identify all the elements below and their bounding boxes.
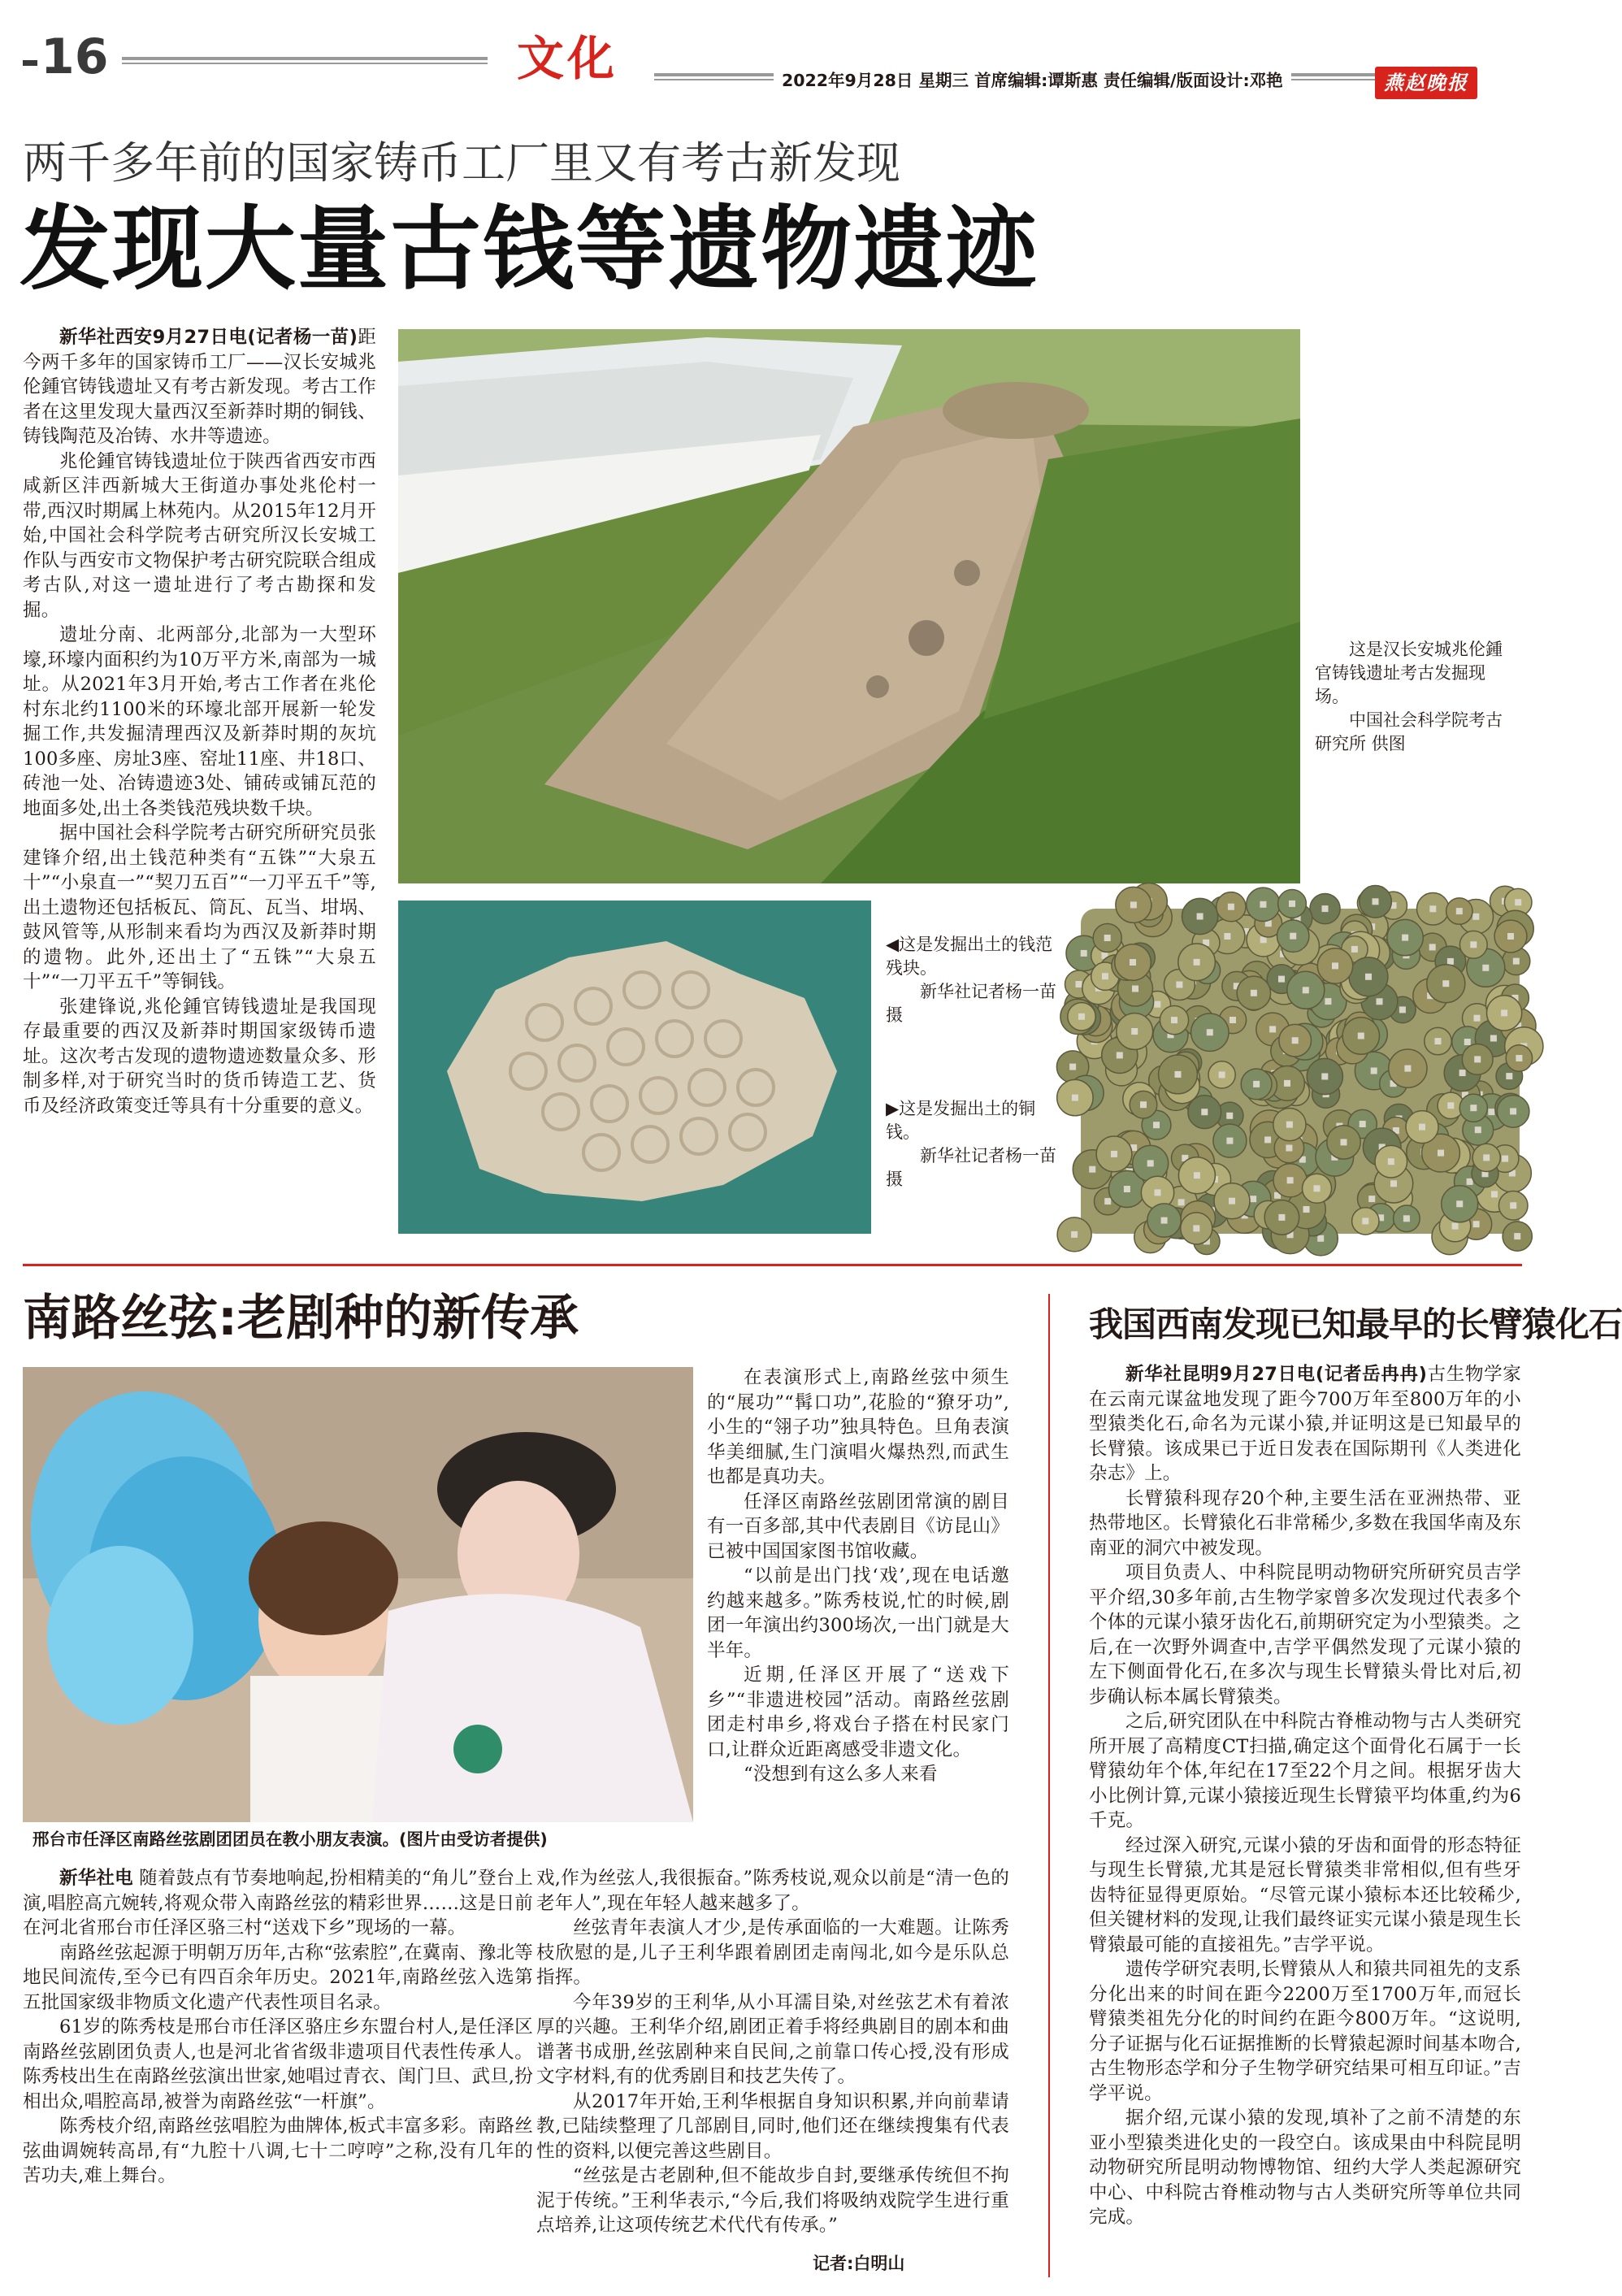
lead-headline: 发现大量古钱等遗物遗迹: [20, 197, 1039, 302]
opera-body-col2-top: 在表演形式上,南路丝弦中须生的“展功”“髯口功”,花脸的“獠牙功”,小生的“翎子功”独具特色。旦角表演华美细腻,生门演唱火爆热烈,而武生也都是真功夫。 任泽区南路丝弦剧团常演的剧目有一百多部,其中代表剧目《访昆山》已被中国国家图书馆收藏。 “以前是出门找‘戏’,现在电话邀约越来越多。”陈秀枝说,忙的时候,剧团一年演出约300场次,一出门就是大半年。 近期,任泽区开展了“送戏下乡”“非遗进校园”活动。南路丝弦剧团走村串乡,将戏台子搭在村民家门口,让群众近距离感受非遗文化。 “没想到有这么多人来看: [707, 1367, 1009, 1785]
lead-kicker: 两千多年前的国家铸币工厂里又有考古新发现: [23, 137, 900, 189]
column-divider: [1048, 1294, 1050, 2277]
opera-headline: 南路丝弦:老剧种的新传承: [23, 1290, 579, 1347]
copper-coins-caption: ▶这是发掘出土的铜钱。 新华社记者杨一苗摄: [886, 1099, 1056, 1189]
masthead-logo: 燕赵晚报: [1375, 67, 1477, 99]
opera-body-col2-bottom: 戏,作为丝弦人,我很振奋。”陈秀枝说,观众以前是“清一色的老年人”,现在年轻人越来越多了。 丝弦青年表演人才少,是传承面临的一大难题。让陈秀枝欣慰的是,儿子王利华跟着剧团走南闯北,如今是乐队总指挥。 今年39岁的王利华,从小耳濡目染,对丝弦艺术有着浓厚的兴趣。王利华介绍,剧团正着手将经典剧目的剧本和曲谱著书成册,丝弦剧种来自民间,之前靠口传心授,没有形成文字材料,有的优秀剧目和技艺失传了。 从2017年开始,王利华根据自身知识积累,并向前辈请教,已陆续整理了几部剧目,同时,他们还在继续搜集有代表性的资料,以便完善这些剧目。 “丝弦是古老剧种,但不能故步自封,要继承传统但不拘泥于传统。”王利华表示,“今后,我们将吸纳戏院学生进行重点培养,让这项传统艺术代代有传承。”: [536, 1868, 1009, 2236]
page-number: 16: [41, 28, 109, 85]
dateline: 2022年9月28日 星期三 首席编辑:谭斯惠 责任编辑/版面设计:邓艳: [774, 70, 1291, 91]
ape-headline: 我国西南发现已知最早的长臂猿化石: [1089, 1304, 1622, 1344]
section-divider: [23, 1264, 1522, 1266]
coin-mold-photo: [398, 901, 871, 1234]
excavation-photo-caption: 这是汉长安城兆伦鍾官铸钱遗址考古发掘现场。 中国社会科学院考古研究所 供图: [1315, 640, 1503, 753]
header-bar: [0, 24, 1546, 98]
lead-body: 新华社西安9月27日电(记者杨一苗)距今两千多年的国家铸币工厂——汉长安城兆伦鍾官铸钱遗址又有考古新发现。考古工作者在这里发现大量西汉至新莽时期的铜钱、铸钱陶范及冶铸、水井等遗迹。 兆伦鍾官铸钱遗址位于陕西省西安市西咸新区沣西新城大王街道办事处兆伦村一带,西汉时期属上林苑内。从2015年12月开始,中国社会科学院考古研究所汉长安城工作队与西安市文物保护考古研究院联合组成考古队,对这一遗址进行了考古勘探和发掘。 遗址分南、北两部分,北部为一大型环壕,环壕内面积约为10万平方米,南部为一城址。从2021年3月开始,考古工作者在兆伦村东北约1100米的环壕北部开展新一轮发掘工作,共发掘清理西汉及新莽时期的灰坑100多座、房址3座、窑址11座、井18口、砖池一处、冶铸遗迹3处、铺砖或铺瓦范的地面多处,出土各类钱范残块数千块。 据中国社会科学院考古研究所研究员张建锋介绍,出土钱范种类有“五铢”“大泉五十”“小泉直一”“契刀五百”“一刀平五千”等,出土遗物还包括板瓦、筒瓦、瓦当、坩埚、鼓风管等,从形制来看均为西汉及新莽时期的遗物。此外,还出土了“五铢”“大泉五十”“一刀平五千”等铜钱。 张建锋说,兆伦鍾官铸钱遗址是我国现存最重要的西汉及新莽时期国家级铸币遗址。这次考古发现的遗物遗迹数量众多、形制多样,对于研究当时的货币铸造工艺、货币及经济政策变迁等具有十分重要的意义。: [23, 327, 376, 1117]
section-label: 文化: [517, 31, 618, 86]
coin-mold-caption: ◀这是发掘出土的钱范残块。 新华社记者杨一苗摄: [886, 935, 1056, 1025]
header-left-rule: [122, 57, 488, 64]
opera-photo-caption: 邢台市任泽区南路丝弦剧团团员在教小朋友表演。(图片由受访者提供): [33, 1829, 548, 1849]
copper-coins-photo: [1081, 909, 1520, 1234]
opera-body-col1: 新华社电 随着鼓点有节奏地响起,扮相精美的“角儿”登台上演,唱腔高亢婉转,将观众带入南路丝弦的精彩世界……这是日前在河北省邢台市任泽区骆三村“送戏下乡”现场的一幕。 南路丝弦起源于明朝万历年,古称“弦索腔”,在冀南、豫北等地民间流传,至今已有四百余年历史。2021年,南路丝弦入选第五批国家级非物质文化遗产代表性项目名录。 61岁的陈秀枝是邢台市任泽区骆庄乡东盟台村人,是任泽区南路丝弦剧团负责人,也是河北省省级非遗项目代表性传承人。陈秀枝出生在南路丝弦演出世家,她唱过青衣、闺门旦、武旦,扮相出众,唱腔高昂,被誉为南路丝弦“一杆旗”。 陈秀枝介绍,南路丝弦唱腔为曲牌体,板式丰富多彩。南路丝弦曲调婉转高昂,有“九腔十八调,七十二哼哼”之称,没有几年的苦功夫,难上舞台。: [23, 1868, 533, 2186]
excavation-site-photo: [398, 329, 1300, 883]
opera-teaching-photo: [23, 1367, 693, 1822]
page-number-dash: [23, 60, 37, 66]
ape-body: 新华社昆明9月27日电(记者岳冉冉)古生物学家在云南元谋盆地发现了距今700万年至800万年的小型猿类化石,命名为元谋小猿,并证明这是已知最早的长臂猿。该成果已于近日发表在国际期刊《人类进化杂志》上。 长臂猿科现存20个种,主要生活在亚洲热带、亚热带地区。长臂猿化石非常稀少,多数在我国华南及东南亚的洞穴中被发现。 项目负责人、中科院昆明动物研究所研究员吉学平介绍,30多年前,古生物学家曾多次发现过代表多个个体的元谋小猿牙齿化石,前期研究定为小型猿类。之后,在一次野外调查中,吉学平偶然发现了元谋小猿的左下侧面骨化石,在多次与现生长臂猿头骨比对后,初步确认标本属长臂猿类。 之后,研究团队在中科院古脊椎动物与古人类研究所开展了高精度CT扫描,确定这个面骨化石属于一长臂猿幼年个体,年纪在17至22个月之间。根据牙齿大小比例计算,元谋小猿接近现生长臂猿平均体重,约为6千克。 经过深入研究,元谋小猿的牙齿和面骨的形态特征与现生长臂猿,尤其是冠长臂猿类非常相似,但有些牙齿特征显得更原始。“尽管元谋小猿标本还比较稀少,但关键材料的发现,让我们最终证实元谋小猿是现生长臂猿最可能的直接祖先。”吉学平说。 遗传学研究表明,长臂猿从人和猿共同祖先的支系分化出来的时间在距今2200万至1700万年,而冠长臂猿类祖先分化的时间约在距今800万年。“这说明,分子证据与化石证据推断的长臂猿起源时间基本吻合,古生物形态学和分子生物学研究结果可相互印证。”吉学平说。 据介绍,元谋小猿的发现,填补了之前不清楚的东亚小型猿类进化史的一段空白。该成果由中科院昆明动物研究所昆明动物博物馆、纽约大学人类起源研究中心、中科院古脊椎动物与古人类研究所等单位共同完成。: [1089, 1364, 1521, 2228]
opera-reporter: 记者:白明山: [813, 2254, 905, 2273]
